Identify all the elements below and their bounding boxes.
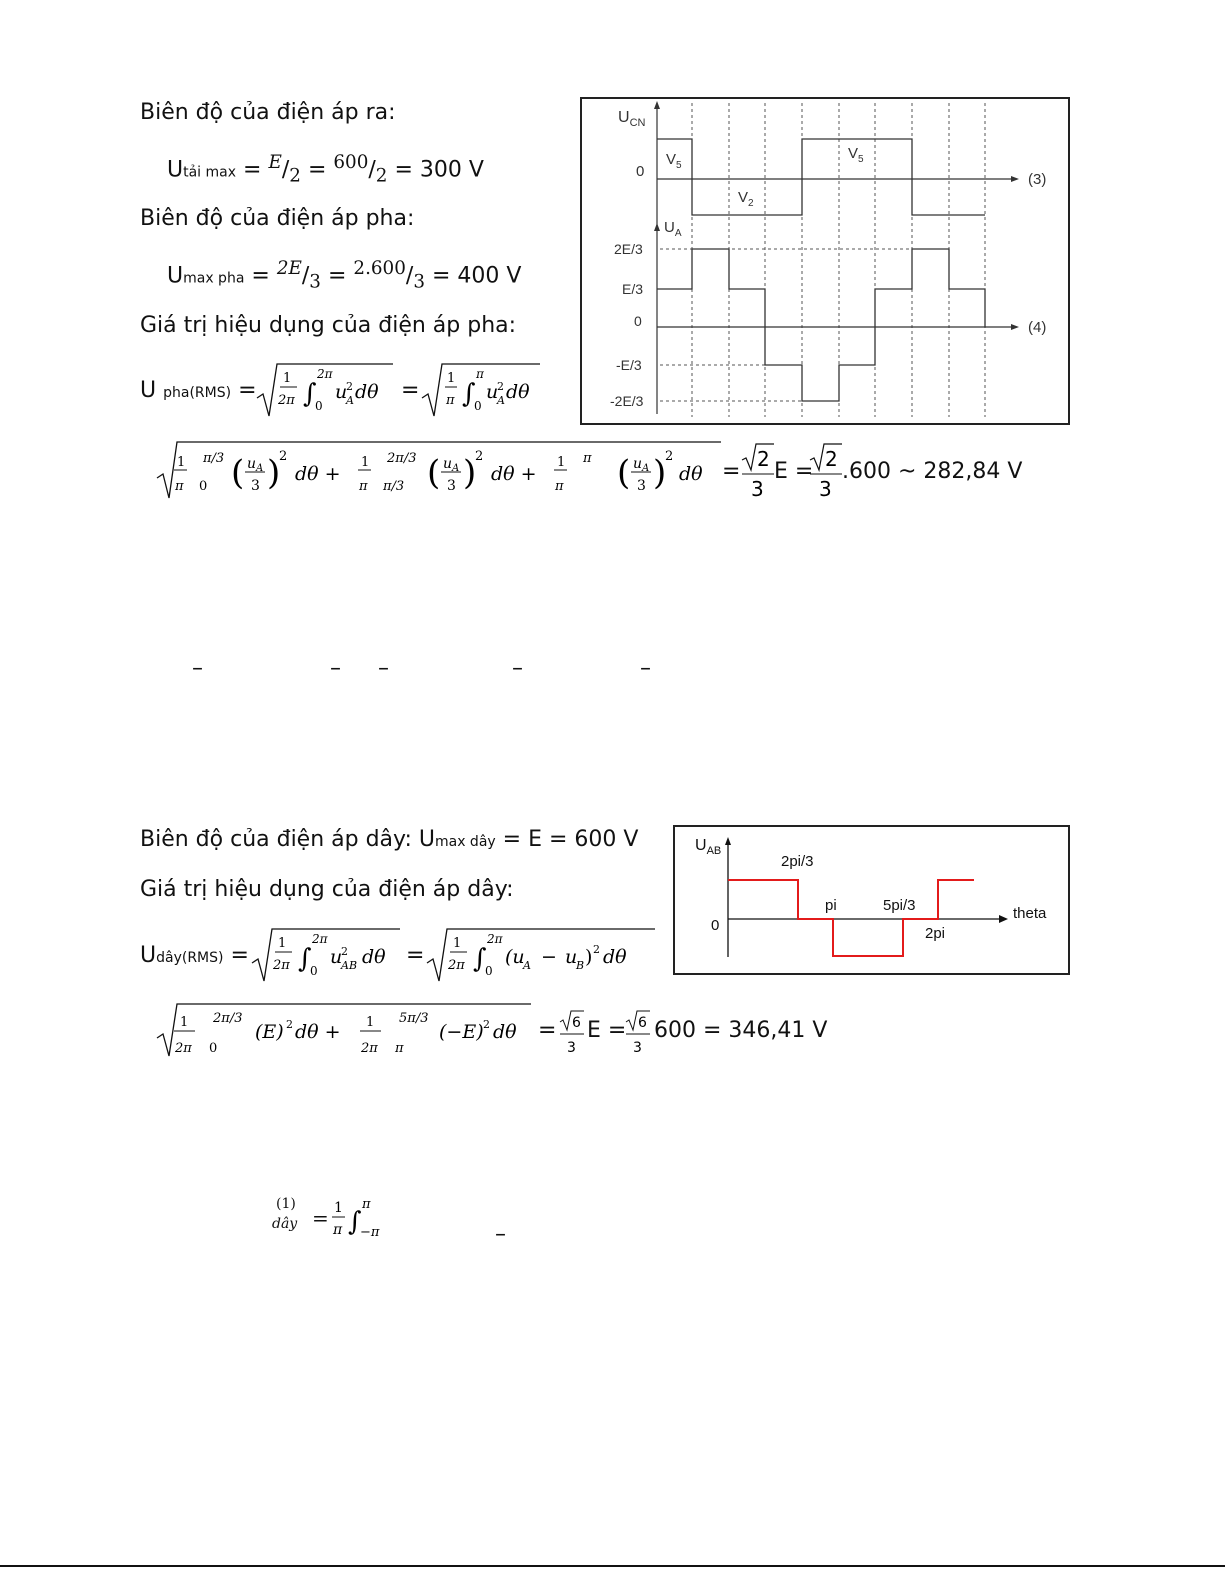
line-rms-label: Udây(RMS) = [140, 943, 249, 968]
svg-text:−π: −π [360, 1225, 380, 1238]
svg-text:3: 3 [819, 477, 832, 500]
svg-text:1: 1 [283, 371, 292, 386]
svg-text:π: π [446, 393, 455, 408]
svg-text:2: 2 [497, 380, 504, 393]
stray-dash: – [192, 656, 203, 681]
svg-text:u: u [335, 381, 348, 403]
equals-sign-5: = [312, 1206, 329, 1230]
line-rms-result: 600 = 346,41 V [654, 1018, 828, 1043]
tick-minus-e3: -E/3 [616, 357, 642, 373]
ucn-axis-label: $U_{CN}$ [618, 109, 646, 130]
svg-text:(: ( [231, 453, 245, 493]
svg-text:(−E): (−E) [439, 1021, 484, 1043]
equals-sign-2: = [722, 459, 741, 484]
svg-text:2: 2 [757, 447, 770, 471]
svg-text:2π: 2π [361, 1041, 378, 1056]
tick-pi: pi [825, 897, 837, 914]
svg-text:0: 0 [310, 964, 318, 978]
fundamental-integral [330, 1194, 390, 1238]
phase-rms-piecewise [155, 438, 725, 502]
svg-text:2π: 2π [487, 932, 503, 946]
svg-text:−: − [541, 946, 557, 968]
tick-zero-top: 0 [636, 163, 645, 180]
svg-text:2π/3: 2π/3 [387, 451, 417, 466]
svg-text:(: ( [427, 453, 441, 493]
ua-axis-label: $U_A$ [664, 219, 682, 239]
svg-text:∫: ∫ [462, 379, 476, 409]
svg-text:dθ: dθ [506, 381, 530, 403]
label-v5-b: $V_5$ [848, 145, 864, 165]
svg-text:3: 3 [251, 478, 260, 494]
figure-line-voltage-waveform [673, 825, 1070, 975]
rms-phase-heading: Giá trị hiệu dụng của điện áp pha: [140, 313, 517, 338]
svg-text:uA: $u_A$ [247, 456, 264, 474]
sqrt6-over-3-b [624, 1008, 652, 1058]
equals-sign-3: = [406, 943, 425, 968]
svg-text:2: 2 [341, 945, 348, 958]
svg-text:π: π [583, 451, 592, 466]
stray-dash: – [512, 656, 523, 681]
svg-text:2π: 2π [273, 958, 290, 973]
svg-text:dθ: dθ [355, 381, 379, 403]
label-v5-a: $V_5$ [666, 151, 682, 171]
svg-text:): ) [463, 453, 477, 493]
tick-zero: 0 [711, 917, 720, 934]
line-rms-piecewise [155, 1000, 535, 1060]
tick-2pi: 2pi [925, 925, 946, 942]
sqrt6-over-3-a [558, 1008, 586, 1058]
line-rms-integral-2 [425, 925, 657, 985]
svg-text:dθ +: dθ + [295, 1021, 341, 1043]
tick-5pi3: 5pi/3 [883, 897, 916, 914]
output-amplitude-formula: Utải $\max = ^E/_2 = ^{600}/_2 = 300$ V [167, 152, 484, 187]
amplitude-output-heading: Biên độ của điện áp ra: [140, 100, 396, 125]
svg-text:dθ +: dθ + [295, 463, 341, 485]
svg-text:2π: 2π [312, 932, 328, 946]
svg-text:π/3: π/3 [203, 451, 225, 466]
svg-text:π: π [175, 479, 184, 494]
svg-text:B: B [576, 959, 585, 972]
svg-text:∫: ∫ [303, 379, 317, 409]
rms-line-heading: Giá trị hiệu dụng của điện áp dây: [140, 877, 514, 902]
phase-rms-result: .600 ~ 282,84 V [842, 459, 1023, 484]
svg-text:(: ( [617, 453, 631, 493]
label-v2: $V_2$ [738, 189, 754, 209]
svg-text:A: A [497, 394, 505, 407]
svg-text:1: 1 [453, 936, 462, 951]
svg-text:2π: 2π [278, 393, 295, 408]
svg-text:6: 6 [638, 1015, 647, 1031]
svg-text:π: π [362, 1197, 371, 1212]
amplitude-phase-heading: Biên độ của điện áp pha: [140, 206, 415, 231]
svg-text:3: 3 [637, 478, 646, 494]
line-rms-integral-1 [250, 925, 402, 985]
E-equals: E = [774, 459, 814, 484]
svg-text:): ) [653, 453, 667, 493]
svg-text:2π: 2π [448, 958, 465, 973]
svg-text:): ) [267, 453, 281, 493]
svg-text:π: π [476, 367, 484, 381]
equals-sign-4: = [538, 1018, 557, 1043]
phase-rms-integral-2 [420, 360, 542, 420]
svg-text:dθ: dθ [603, 946, 627, 968]
svg-text:1: 1 [366, 1015, 375, 1030]
svg-text:u: u [565, 946, 578, 968]
tick-e3: E/3 [622, 281, 644, 297]
svg-text:π: π [555, 479, 564, 494]
page-bottom-rule [0, 1565, 1225, 1567]
svg-text:2: 2 [665, 449, 674, 464]
svg-text:π: π [333, 1222, 343, 1238]
svg-text:dθ: dθ [679, 463, 703, 485]
svg-text:1: 1 [177, 455, 186, 470]
svg-text:2π: 2π [175, 1041, 192, 1056]
tick-2e3: 2E/3 [614, 241, 643, 257]
svg-text:1: 1 [334, 1200, 343, 1216]
phase-amplitude-formula: Umax pha = $^{2E}/_3 = ^{2.600}/_3 = 400$ V [167, 258, 522, 293]
svg-text:3: 3 [567, 1040, 576, 1056]
svg-text:1: 1 [557, 455, 566, 470]
svg-text:3: 3 [751, 477, 764, 500]
svg-text:2: 2 [346, 380, 353, 393]
svg-text:dθ: dθ [493, 1021, 517, 1043]
equals-sign: = [401, 378, 420, 403]
svg-text:6: 6 [572, 1015, 581, 1031]
svg-text:dθ +: dθ + [491, 463, 537, 485]
svg-text:π: π [395, 1041, 404, 1056]
stray-dash: – [495, 1222, 506, 1247]
svg-text:π/3: π/3 [383, 479, 405, 494]
stray-dash: – [378, 656, 389, 681]
label-arrow-3: (3) [1028, 171, 1047, 188]
svg-text:uA: $u_A$ [633, 456, 650, 474]
svg-text:5π/3: 5π/3 [399, 1011, 429, 1026]
line-voltage-amplitude: Biên độ của điện áp dây: Umax dây = E = 600 V [140, 827, 639, 852]
stray-dash: – [330, 656, 341, 681]
svg-text:1: 1 [361, 455, 370, 470]
svg-text:0: 0 [315, 399, 323, 413]
sqrt2-over-3-a [740, 440, 776, 500]
svg-text:2π: 2π [317, 367, 333, 381]
svg-text:A: A [346, 394, 354, 407]
svg-text:1: 1 [180, 1015, 189, 1030]
tick-zero-bottom: 0 [634, 313, 642, 329]
subscript-day: dây [272, 1216, 298, 1232]
svg-text:u: u [330, 946, 343, 968]
svg-text:3: 3 [447, 478, 456, 494]
uab-waveform [728, 880, 974, 956]
svg-text:2π/3: 2π/3 [213, 1011, 243, 1026]
phase-rms-label: U pha(RMS) = [140, 378, 257, 403]
stray-dash: – [640, 656, 651, 681]
svg-text:0: 0 [485, 964, 493, 978]
svg-text:2: 2 [286, 1018, 293, 1031]
svg-text:AB: AB [341, 959, 358, 972]
phase-rms-integral-1 [255, 360, 395, 420]
E-equals-2: E = [587, 1018, 627, 1043]
svg-text:A: A [523, 959, 531, 972]
svg-text:0: 0 [199, 479, 208, 494]
superscript-1: (1) [276, 1196, 296, 1212]
svg-text:∫: ∫ [298, 944, 312, 974]
svg-text:dθ: dθ [362, 946, 386, 968]
svg-text:uA: $u_A$ [443, 456, 460, 474]
svg-text:2: 2 [475, 449, 484, 464]
svg-text:3: 3 [633, 1040, 642, 1056]
svg-text:∫: ∫ [473, 944, 487, 974]
svg-text:(u: (u [505, 946, 525, 968]
svg-text:u: u [486, 381, 499, 403]
svg-text:2: 2 [825, 447, 838, 471]
svg-text:∫: ∫ [348, 1207, 362, 1237]
svg-text:π: π [359, 479, 368, 494]
label-arrow-4: (4) [1028, 319, 1047, 336]
svg-text:1: 1 [278, 936, 287, 951]
svg-text:0: 0 [474, 399, 482, 413]
figure-phase-voltage-waveform [580, 97, 1070, 425]
uab-axis-label: $U_{AB}$ [695, 837, 722, 858]
tick-2pi3: 2pi/3 [781, 853, 814, 870]
tick-minus-2e3: -2E/3 [610, 393, 644, 409]
svg-text:2: 2 [593, 943, 600, 956]
theta-axis-label: theta [1013, 905, 1047, 922]
svg-text:1: 1 [447, 371, 456, 386]
svg-text:2: 2 [483, 1018, 490, 1031]
svg-text:): ) [585, 946, 593, 968]
sqrt2-over-3-b [808, 440, 844, 500]
svg-text:0: 0 [209, 1041, 218, 1056]
svg-text:(E): (E) [255, 1021, 284, 1043]
svg-text:2: 2 [279, 449, 288, 464]
